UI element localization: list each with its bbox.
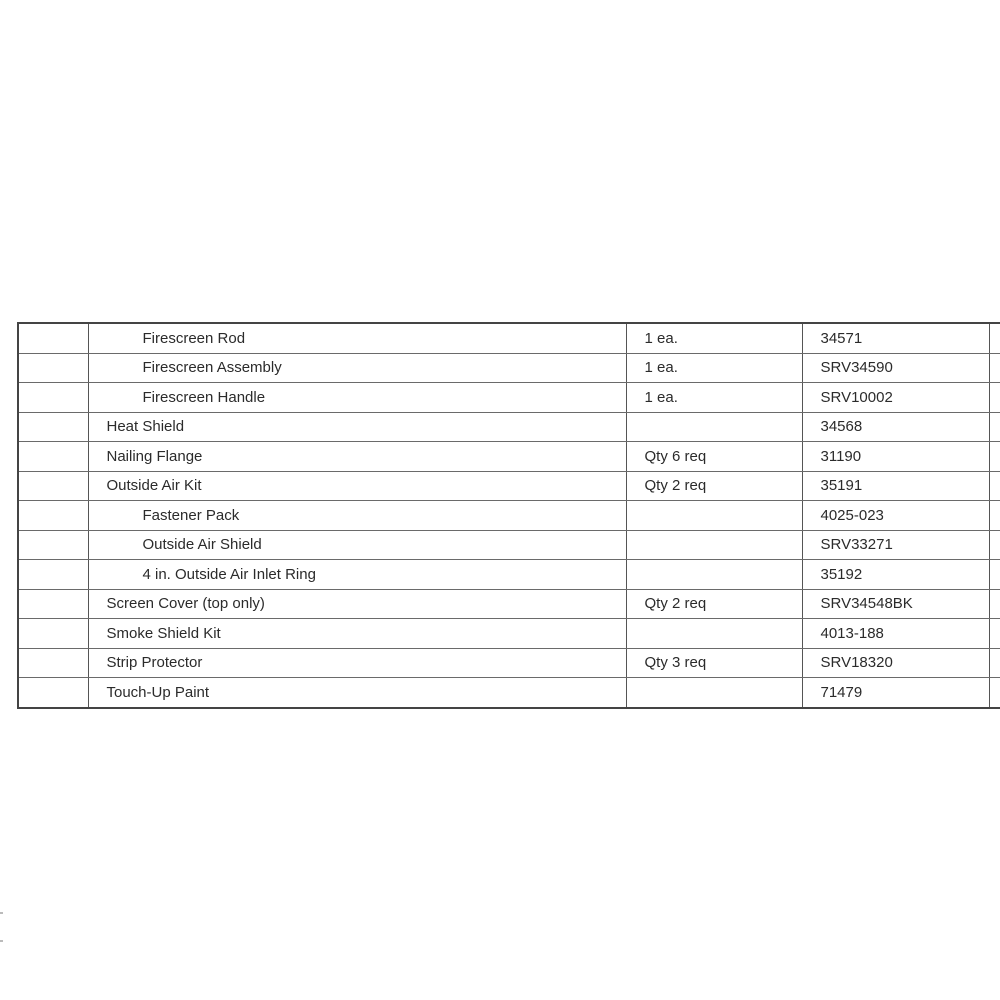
quantity-cell [626,412,802,442]
quantity-cell: Qty 6 req [626,442,802,472]
description-cell: Firescreen Assembly [88,353,626,383]
description-cell: Strip Protector [88,648,626,678]
trailing-cell [989,442,1000,472]
table-row [18,353,1000,383]
trailing-cell [989,678,1000,708]
quantity-cell [626,560,802,590]
quantity-cell [626,678,802,708]
description-cell: Smoke Shield Kit [88,619,626,649]
part-number-cell: 71479 [802,678,989,708]
reference-cell [18,471,88,501]
table-row [18,648,1000,678]
table-row [18,501,1000,531]
reference-cell [18,589,88,619]
trailing-cell [989,412,1000,442]
description-cell: Outside Air Shield [88,530,626,560]
quantity-cell: Qty 2 req [626,471,802,501]
part-number-cell: SRV18320 [802,648,989,678]
reference-cell [18,383,88,413]
table-row [18,589,1000,619]
quantity-cell [626,530,802,560]
reference-cell [18,530,88,560]
table-row [18,619,1000,649]
reference-cell [18,501,88,531]
description-cell: Firescreen Rod [88,323,626,353]
table-row [18,530,1000,560]
description-cell: 4 in. Outside Air Inlet Ring [88,560,626,590]
trailing-cell [989,501,1000,531]
quantity-cell: 1 ea. [626,383,802,413]
part-number-cell: SRV10002 [802,383,989,413]
description-cell: Firescreen Handle [88,383,626,413]
description-cell: Screen Cover (top only) [88,589,626,619]
part-number-cell: 4013-188 [802,619,989,649]
reference-cell [18,648,88,678]
reference-cell [18,442,88,472]
reference-cell [18,412,88,442]
table-row [18,323,1000,353]
table-row [18,442,1000,472]
description-cell: Touch-Up Paint [88,678,626,708]
part-number-cell: SRV34590 [802,353,989,383]
description-cell: Heat Shield [88,412,626,442]
margin-mark [0,940,3,942]
trailing-cell [989,323,1000,353]
parts-table-body [18,323,1000,708]
trailing-cell [989,648,1000,678]
quantity-cell [626,619,802,649]
reference-cell [18,619,88,649]
quantity-cell: Qty 2 req [626,589,802,619]
quantity-cell: 1 ea. [626,353,802,383]
trailing-cell [989,530,1000,560]
quantity-cell [626,501,802,531]
reference-cell [18,560,88,590]
margin-mark [0,912,3,914]
quantity-cell: 1 ea. [626,323,802,353]
part-number-cell: 34571 [802,323,989,353]
description-cell: Outside Air Kit [88,471,626,501]
reference-cell [18,323,88,353]
part-number-cell: 35192 [802,560,989,590]
part-number-cell: SRV33271 [802,530,989,560]
trailing-cell [989,589,1000,619]
description-cell: Nailing Flange [88,442,626,472]
table-row [18,678,1000,708]
table-row [18,471,1000,501]
trailing-cell [989,560,1000,590]
parts-table [17,322,1000,709]
table-row [18,383,1000,413]
quantity-cell: Qty 3 req [626,648,802,678]
part-number-cell: SRV34548BK [802,589,989,619]
part-number-cell: 35191 [802,471,989,501]
table-row [18,560,1000,590]
trailing-cell [989,353,1000,383]
part-number-cell: 4025-023 [802,501,989,531]
trailing-cell [989,619,1000,649]
part-number-cell: 31190 [802,442,989,472]
table-row [18,412,1000,442]
reference-cell [18,678,88,708]
trailing-cell [989,471,1000,501]
description-cell: Fastener Pack [88,501,626,531]
trailing-cell [989,383,1000,413]
reference-cell [18,353,88,383]
part-number-cell: 34568 [802,412,989,442]
